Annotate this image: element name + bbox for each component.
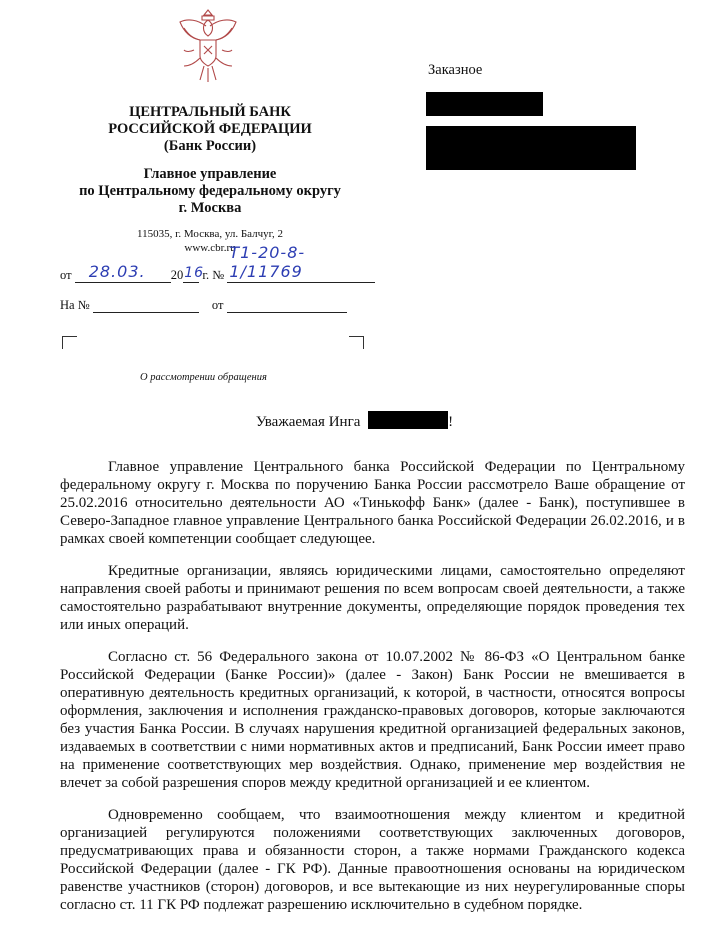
reference-from: от xyxy=(211,298,224,312)
number-field xyxy=(227,243,375,283)
body-paragraph: Главное управление Центрального банка Российской Федерации по Центральному федеральному округу г. Москва по поручению Банка России рассмотрело Ваше обращение от 25.02.2016 относительно деятельности АО «Тинькофф Банк» (далее - Банк), поступившее в Северо-Западное главное управление Центрального банка Российской Федерации 26.02.2016, и в рамках своей компетенции сообщает следующее. xyxy=(60,459,685,547)
bank-address: 115035, г. Москва, ул. Балчуг, 2 xyxy=(137,228,283,240)
redacted-recipient-name xyxy=(426,92,543,116)
reference-prefix: На № xyxy=(60,298,90,312)
number-sign: № xyxy=(212,268,225,282)
body-paragraph: Согласно ст. 56 Федерального закона от 10.07.2002 № 86-ФЗ «О Центральном банке Российской Федерации (Банке России)» (далее - Закон) Банк России не вмешивается в оперативную деятельность кредитных организаций, к которой, в частности, относятся вопросы оформления, заключения и исполнения гражданско-правовых договоров, которые заключаются без участия Банка России. В случаях нарушения кредитной организацией федеральных законов, издаваемых в соответствии с ними нормативных актов и предписаний, Банк России имеет право на применение соответствующих мер воздействия. Однако, применение мер воздействия не влечет за собой разрешения споров между кредитной организацией и ее клиентом. xyxy=(60,649,685,791)
greeting-text: Уважаемая Инга xyxy=(255,414,361,430)
body-paragraph: Кредитные организации, являясь юридическими лицами, самостоятельно определяют направления своей работы и принимают решения по всем вопросам своей деятельности, а также самостоятельно разрабатывают внутренние документы, определяющие порядок проведения тех или иных операций. xyxy=(60,563,685,633)
letter-subject: О рассмотрении обращения xyxy=(140,372,267,383)
bank-name-block xyxy=(60,104,360,155)
date-prefix: от xyxy=(60,268,72,282)
registered-mail-label: Заказное xyxy=(428,62,483,78)
redacted-recipient-address xyxy=(426,126,636,170)
department-line: Главное управление xyxy=(143,166,277,182)
coat-of-arms-emblem xyxy=(176,6,240,86)
year-prefix: 20 xyxy=(170,268,184,282)
bank-name-line: ЦЕНТРАЛЬНЫЙ БАНК xyxy=(129,104,291,120)
bank-name-line: РОССИЙСКОЙ ФЕДЕРАЦИИ xyxy=(108,121,312,137)
year-suffix: г. xyxy=(202,268,210,282)
reference-number-field xyxy=(93,296,199,313)
greeting-exclamation: ! xyxy=(448,414,454,430)
reference-date-field xyxy=(227,296,347,313)
department-block xyxy=(60,166,360,217)
bank-website: www.cbr.ru xyxy=(184,242,236,254)
bracket-corner-left xyxy=(62,336,77,349)
handwritten-year: 16 xyxy=(184,265,205,281)
handwritten-number: Т1-20-8-1/11769 xyxy=(229,243,306,281)
bracket-corner-right xyxy=(349,336,364,349)
department-line: по Центральному федеральному округу xyxy=(79,183,341,199)
greeting-line xyxy=(0,411,709,431)
handwritten-date: 28.03. xyxy=(88,262,146,281)
date-field xyxy=(75,262,171,283)
redacted-surname xyxy=(368,411,448,429)
reference-line xyxy=(60,296,347,313)
bank-name-line: (Банк России) xyxy=(163,138,257,154)
body-paragraph: Одновременно сообщаем, что взаимоотношения между клиентом и кредитной организацией регулируются положениями соответствующих заключенных договоров, предусматривающих права и обязанности сторон, а также нормами Гражданского кодекса Российской Федерации (далее - ГК РФ). Данные правоотношения основаны на юридическом равенстве участников (сторон) договоров, и все вытекающие из них неурегулированные споры согласно ст. 11 ГК РФ подлежат разрешению исключительно в судебном порядке. xyxy=(60,807,685,913)
year-field xyxy=(183,265,205,283)
letter-body xyxy=(60,458,685,928)
department-line: г. Москва xyxy=(178,200,242,216)
